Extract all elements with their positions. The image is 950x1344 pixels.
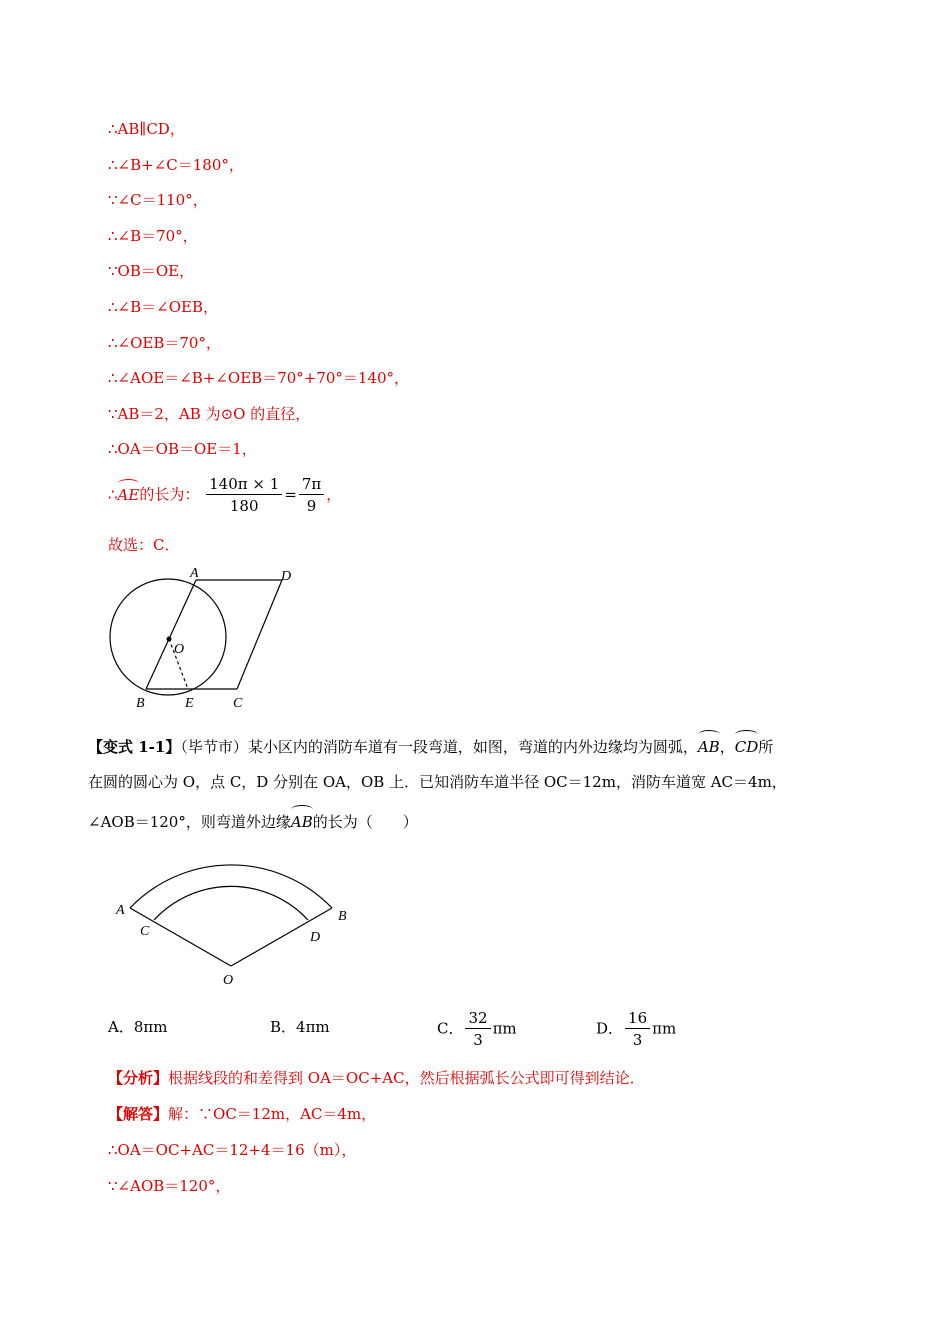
problem-text: 所 bbox=[758, 738, 774, 756]
arc-ab: AB bbox=[698, 732, 720, 758]
figure-circle-parallelogram bbox=[100, 560, 330, 710]
solution-line: ∴∠B+∠C＝180°， bbox=[108, 156, 244, 174]
solution-line: ∴∠B＝70°， bbox=[108, 227, 198, 245]
label-b: B bbox=[338, 909, 347, 924]
arc-ae: AE bbox=[118, 481, 140, 505]
solution-line: ∴OA＝OB＝OE＝1， bbox=[108, 440, 257, 458]
separator: ， bbox=[719, 738, 735, 756]
center-point bbox=[167, 637, 172, 642]
fraction-numerator: 7π bbox=[299, 474, 324, 495]
label-o: O bbox=[223, 973, 234, 988]
solution2-line-3: ∵∠AOB＝120°， bbox=[108, 1177, 231, 1195]
fraction-arc-formula bbox=[206, 474, 282, 517]
problem-text: ∠AOB＝120°，则弯道外边缘 bbox=[88, 813, 291, 831]
option-fraction bbox=[465, 1008, 490, 1051]
fraction-numerator: 32 bbox=[465, 1008, 490, 1029]
option-label: D． bbox=[596, 1019, 624, 1038]
fraction-denominator: 3 bbox=[632, 1031, 643, 1049]
solution-tag: 【解答】 bbox=[108, 1105, 169, 1123]
solution-text: 解：∵OC＝12m，AC＝4m， bbox=[168, 1105, 377, 1123]
solution-line: ∴∠B＝∠OEB， bbox=[108, 298, 218, 316]
solution-line: ∵OB＝OE， bbox=[108, 262, 195, 280]
label-c: C bbox=[140, 924, 150, 939]
analysis-text: 根据线段的和差得到 OA＝OC+AC，然后根据弧长公式即可得到结论． bbox=[168, 1069, 645, 1087]
arc-length-line bbox=[108, 474, 341, 517]
option-unit: πm bbox=[492, 1019, 517, 1038]
problem-line-1 bbox=[88, 732, 773, 758]
fraction-denominator: 3 bbox=[473, 1031, 483, 1049]
figure-annular-sector bbox=[108, 840, 358, 990]
option-fraction bbox=[625, 1008, 650, 1051]
diameter-ab bbox=[146, 580, 196, 689]
comma: ， bbox=[326, 485, 342, 504]
arc-length-label: 的长为： bbox=[139, 485, 200, 504]
answer-line: 故选：C． bbox=[108, 536, 180, 554]
solution-line: ∵AB＝2，AB 为⊙O 的直径， bbox=[108, 405, 311, 423]
option-c bbox=[437, 1008, 517, 1051]
solution-line: ∵∠C＝110°， bbox=[108, 191, 208, 209]
option-label: C． bbox=[437, 1019, 464, 1038]
fraction-denominator: 9 bbox=[306, 497, 317, 515]
equals-sign: = bbox=[284, 485, 297, 504]
label-e: E bbox=[185, 696, 194, 710]
fraction-numerator: 16 bbox=[625, 1008, 650, 1029]
solution-line: ∴AB∥CD， bbox=[108, 120, 185, 138]
variant-tag: 【变式 1-1】 bbox=[88, 738, 181, 756]
label-c: C bbox=[233, 696, 243, 710]
problem-text: （毕节市）某小区内的消防车道有一段弯道，如图，弯道的内外边缘均为圆弧， bbox=[180, 738, 698, 756]
fraction-result bbox=[299, 474, 324, 517]
solution2-line-2: ∴OA＝OC+AC＝12+4＝16（m）， bbox=[108, 1141, 357, 1159]
solution2-line-1 bbox=[108, 1104, 376, 1124]
inner-arc-cd bbox=[154, 886, 308, 920]
fraction-denominator: 180 bbox=[229, 497, 259, 515]
option-unit: πm bbox=[652, 1019, 677, 1038]
option-b: B．4πm bbox=[270, 1018, 330, 1036]
fraction-numerator: 140π × 1 bbox=[206, 474, 282, 495]
analysis-tag: 【分析】 bbox=[108, 1069, 169, 1087]
option-d bbox=[596, 1008, 676, 1051]
label-d: D bbox=[281, 569, 292, 584]
label-a: A bbox=[116, 903, 125, 918]
arc-cd: CD bbox=[735, 732, 759, 758]
solution-line: ∴∠OEB＝70°， bbox=[108, 334, 221, 352]
solution-line: ∴∠AOE＝∠B+∠OEB＝70°+70°＝140°， bbox=[108, 369, 410, 387]
option-a: A．8πm bbox=[108, 1018, 168, 1036]
problem-line-2: 在圆的圆心为 O，点 C，D 分别在 OA，OB 上．已知消防车道半径 OC＝12m，消防车道宽 AC＝4m， bbox=[88, 773, 787, 791]
problem-text: 的长为（ ） bbox=[312, 813, 418, 831]
arc-ab: AB bbox=[291, 807, 313, 833]
side-dc bbox=[237, 580, 282, 689]
analysis-line bbox=[108, 1068, 645, 1088]
problem-line-3 bbox=[88, 807, 418, 833]
label-o: O bbox=[174, 642, 185, 657]
label-d: D bbox=[310, 930, 321, 945]
therefore-symbol: ∴ bbox=[108, 485, 118, 504]
label-a: A bbox=[190, 566, 199, 581]
label-b: B bbox=[136, 696, 145, 710]
